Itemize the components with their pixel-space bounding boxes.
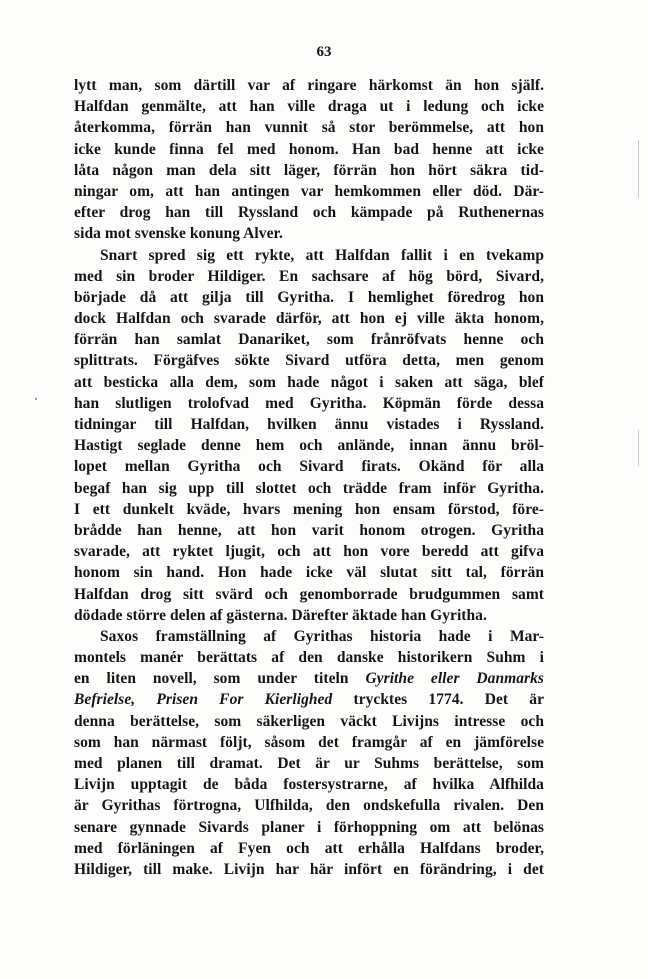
text-line: senare gynnade Sivards planer i förhoppning om att belönas (74, 818, 544, 836)
text-line: splittrats. Förgäfves sökte Sivard utföra detta, men genom (74, 352, 544, 370)
text-line: Snart spred sig ett rykte, att Halfdan fallit i en tvekamp (100, 246, 544, 264)
text-line: denna berättelse, som säkerligen väckt Livijns intresse och (74, 712, 544, 730)
text-line: Halfdan drog sitt svärd och genomborrade brudgummen samt (74, 585, 544, 603)
text-line-with-title (74, 668, 544, 689)
text-line: låta någon man dela sitt läger, förrän hon hört säkra tid- (74, 161, 544, 179)
scan-edge-mark (638, 140, 639, 198)
italic-title: Befrielse, Prisen For Kierlighed (74, 691, 333, 709)
text-line: att besticka alla dem, som hade något i saken att säga, blef (74, 373, 544, 391)
text-line: han slutligen trolofvad med Gyritha. Köpmän förde dessa (74, 394, 544, 412)
text-line: började då att gilja till Gyritha. I hemlighet föredrog hon (74, 288, 544, 306)
text-line: lopet mellan Gyritha och Sivard firats. Okänd för alla (74, 458, 544, 476)
text-line: Hildiger, till make. Livijn har här infört en förändring, i det (74, 860, 544, 878)
text-line: Saxos framställning af Gyrithas historia hade i Mar- (100, 627, 544, 645)
text-line: Hastigt seglade denne hem och anlände, innan ännu bröl- (74, 437, 544, 455)
italic-title: Gyrithe eller Danmarks (365, 670, 545, 688)
text-line: brådde han henne, att hon varit honom otrogen. Gyritha (74, 521, 544, 539)
text-line: dock Halfdan och svarade därför, att hon ej ville äkta honom, (74, 310, 544, 328)
text-segment: en liten novell, som under titeln (74, 670, 349, 688)
text-segment: trycktes 1774. Det är (353, 691, 545, 709)
text-line: tidningar till Halfdan, hvilken ännu vistades i Ryssland. (74, 416, 544, 433)
text-line: dödade större delen af gästerna. Därefter äktade han Gyritha. (74, 606, 487, 624)
text-line: begaf han sig upp till slottet och trädde fram inför Gyritha. (74, 479, 544, 497)
text-line: är Gyrithas förtrogna, Ulfhilda, den ondskefulla rivalen. Den (74, 797, 544, 815)
scan-edge-mark (638, 430, 639, 466)
text-line: efter drog han till Ryssland och kämpade på Ruthenernas (74, 204, 544, 222)
text-line: som han närmast följt, såsom det framgår af en jämförelse (74, 733, 544, 751)
text-line: lytt man, som därtill var af ringare härkomst än hon själf. (74, 77, 544, 94)
text-line-with-title (74, 689, 544, 710)
text-line: förrän han samlat Danariket, som frånröfvats henne och (74, 331, 544, 349)
text-line: med sin broder Hildiger. En sachsare af hög börd, Sivard, (74, 267, 544, 285)
text-line: återkomma, förrän han vunnit så stor berömmelse, att hon (74, 119, 544, 137)
text-line: Halfdan genmälte, att han ville draga ut i ledung och icke (74, 98, 544, 116)
scan-speck (35, 398, 37, 400)
text-line: icke kunde finna fel med honom. Han bad henne att icke (74, 140, 544, 158)
text-line: med planen till dramat. Det är ur Suhms berättelse, som (74, 755, 544, 772)
body-text (74, 75, 544, 880)
text-line: honom sin hand. Hon hade icke väl slutat sitt tal, förrän (74, 564, 544, 582)
text-line: sida mot svenske konung Alver. (74, 225, 283, 243)
text-line: montels manér berättats af den danske historikern Suhm i (74, 649, 544, 667)
page-number: 63 (316, 44, 332, 60)
text-line: ningar om, att han antingen var hemkommen eller död. Där- (74, 182, 544, 200)
text-line: svarade, att ryktet ljugit, och att hon vore beredd att gifva (74, 543, 544, 561)
text-line: Livijn upptagit de båda fostersystrarne, af hvilka Alfhilda (74, 776, 544, 794)
text-line: I ett dunkelt kväde, hvars mening hon ensam förstod, före- (74, 500, 544, 518)
text-line: med förläningen af Fyen och att erhålla Halfdans broder, (74, 839, 544, 857)
